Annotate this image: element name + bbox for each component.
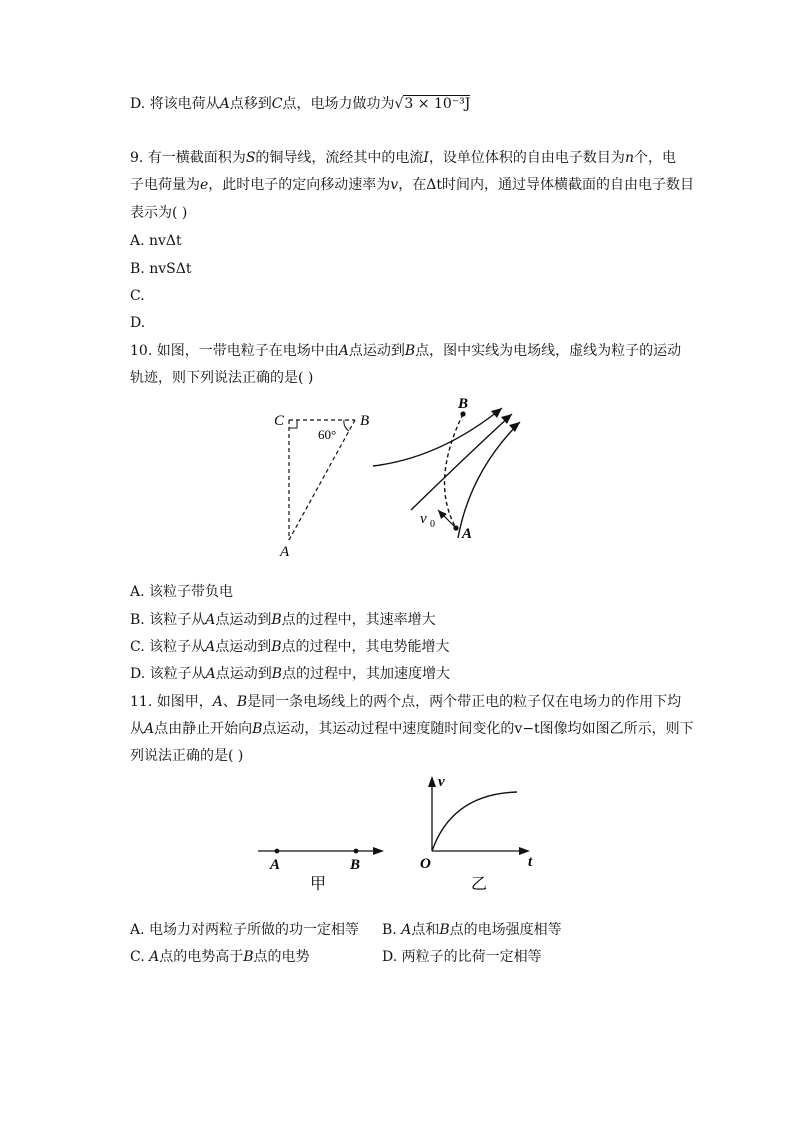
q10-stem-line1: 10. 如图，一带电粒子在电场中由A点运动到B点，图中实线为电场线，虚线为粒子的运动 xyxy=(130,343,682,359)
q11-field-line-diagram xyxy=(258,847,384,893)
caption-yi: 乙 xyxy=(471,876,488,893)
caption-jia: 甲 xyxy=(310,876,327,893)
t-axis-label: t xyxy=(528,854,533,870)
right-angle-mark xyxy=(289,420,297,428)
point-a-dot xyxy=(275,849,280,854)
q11-option-c: C. A点的电势高于B点的电势 xyxy=(130,949,310,965)
field-line-2 xyxy=(411,414,512,510)
q11-option-b: B. A点和B点的电场强度相等 xyxy=(382,922,562,938)
point-a-dot xyxy=(453,525,458,530)
angle-arc xyxy=(344,420,349,431)
q11-stem-line1: 11. 如图甲，A、B是同一条电场线上的两个点，两个带正电的粒子仅在电场力的作用下均 xyxy=(130,694,682,710)
field-label-b: B xyxy=(458,396,469,412)
line-label-b: B xyxy=(350,857,361,873)
vt-curve xyxy=(432,792,517,851)
q9-stem-line1: 9. 有一横截面积为S的铜导线，流经其中的电流I，设单位体积的自由电子数目为n个，电 xyxy=(130,150,676,166)
v-axis-label: v xyxy=(438,774,445,790)
angle-label: 60° xyxy=(318,427,337,442)
q11-option-d: D. 两粒子的比荷一定相等 xyxy=(382,949,542,965)
q10-option-d: D. 该粒子从A点运动到B点的过程中，其加速度增大 xyxy=(130,666,451,682)
arrowhead-1 xyxy=(491,408,502,418)
q10-figure xyxy=(0,392,794,572)
q10-stem-line2: 轨迹，则下列说法正确的是( ) xyxy=(130,370,314,386)
q9-stem-line2: 子电荷量为e，此时电子的定向移动速率为v，在Δt时间内，通过导体横截面的自由电子数目 xyxy=(130,177,694,193)
triangle-label-c: C xyxy=(274,413,285,429)
q9-option-b: B. nvSΔt xyxy=(130,261,192,277)
triangle-label-a: A xyxy=(280,544,290,560)
q8-option-d: D. 将该电荷从A点移到C点，电场力做功为√3 × 10⁻³J xyxy=(130,96,471,112)
q10-option-b: B. 该粒子从A点运动到B点的过程中，其速率增大 xyxy=(130,612,436,628)
q10-field-diagram xyxy=(373,408,520,538)
field-label-a: A xyxy=(462,526,473,542)
q10-option-a: A. 该粒子带负电 xyxy=(130,584,234,600)
field-line-arrowhead xyxy=(373,847,384,855)
q11-figure xyxy=(0,768,794,898)
arrowhead-3 xyxy=(509,422,520,432)
q11-vt-graph xyxy=(420,774,533,893)
v0-label: v xyxy=(420,511,427,527)
q11-stem-line3: 列说法正确的是( ) xyxy=(130,748,244,764)
q9-stem-line3: 表示为( ) xyxy=(130,205,188,221)
q10-option-c: C. 该粒子从A点运动到B点的过程中，其电势能增大 xyxy=(130,639,450,655)
particle-trajectory xyxy=(445,414,463,528)
q9-option-a: A. nvΔt xyxy=(130,233,182,249)
v-axis-arrowhead xyxy=(428,776,436,787)
q11-option-a: A. 电场力对两粒子所做的功一定相等 xyxy=(130,922,360,938)
line-label-a: A xyxy=(270,857,281,873)
point-b-dot xyxy=(460,411,465,416)
v0-subscript: 0 xyxy=(430,519,435,530)
q9-option-c: C. xyxy=(130,288,145,304)
sqrt-symbol: √ xyxy=(394,96,404,112)
q11-stem-line2: 从A点由静止开始向B点运动，其运动过程中速度随时间变化的v−t图像均如图乙所示，则下 xyxy=(130,721,694,737)
origin-label: O xyxy=(420,856,431,872)
field-line-3 xyxy=(458,422,520,538)
q9-option-d: D. xyxy=(130,315,146,331)
field-line-1 xyxy=(373,408,502,466)
triangle-label-b: B xyxy=(360,413,370,429)
point-b-dot xyxy=(354,849,359,854)
